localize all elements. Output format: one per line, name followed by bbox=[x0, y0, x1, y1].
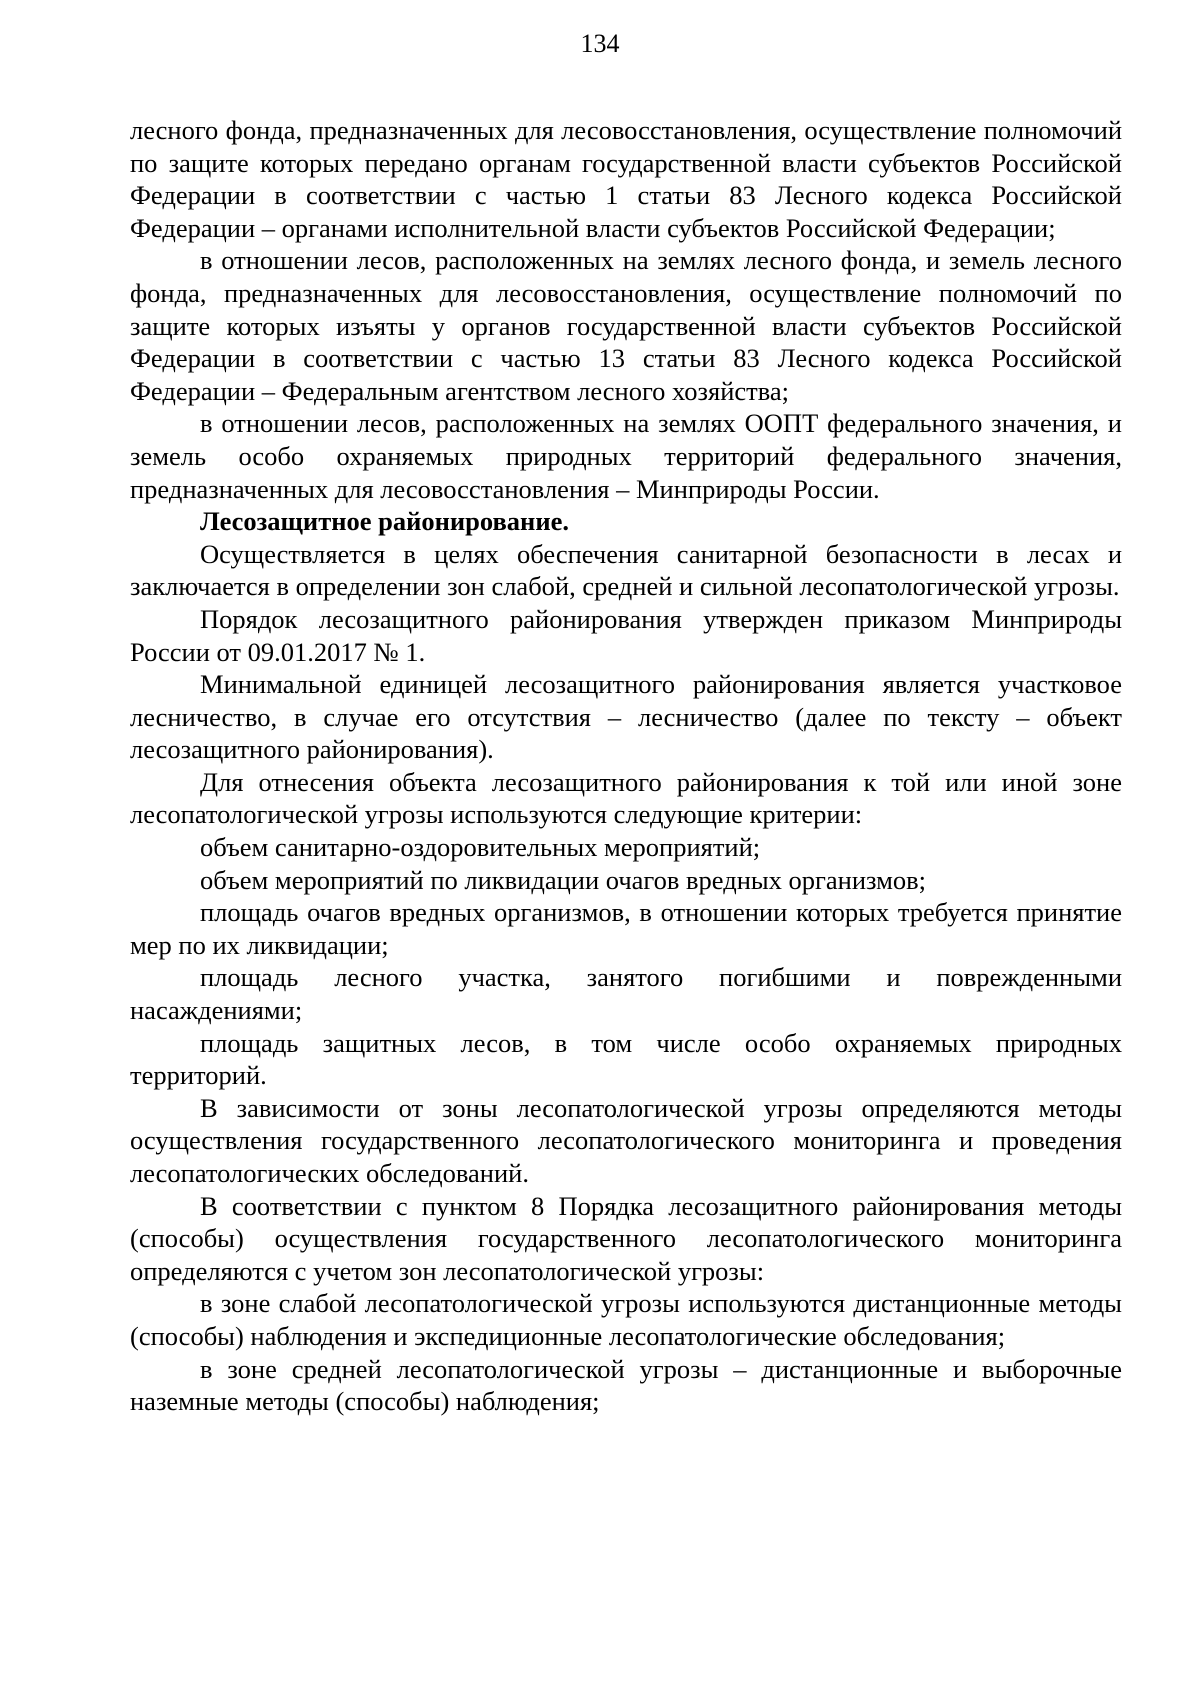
paragraph-rosleskhoz: в отношении лесов, расположенных на землях лесного фонда, и земель лесного фонда, предназначенных для лесовосстановления, осуществление полномочий по защите которых изъяты у органов государственной власти субъектов Российской Федерации в соответствии с частью 13 статьи 83 Лесного кодекса Российской Федерации – Федеральным агентством лесного хозяйства; bbox=[130, 245, 1122, 406]
criteria-item: объем мероприятий по ликвидации очагов вредных организмов; bbox=[200, 864, 927, 895]
section-heading: Лесозащитное районирование. bbox=[200, 506, 569, 537]
paragraph-minimal-unit: Минимальной единицей лесозащитного районирования является участковое лесничество, в случае его отсутствия – лесничество (далее по тексту – объект лесозащитного районирования). bbox=[130, 669, 1122, 765]
paragraph-methods-dependency: В зависимости от зоны лесопатологической угрозы определяются методы осуществления государственного лесопатологического мониторинга и проведения лесопатологических обследований. bbox=[130, 1092, 1122, 1188]
zone-item-weak: в зоне слабой лесопатологической угрозы используются дистанционные методы (способы) наблюдения и экспедиционные лесопатологические обследования; bbox=[130, 1288, 1122, 1351]
zone-item-medium: в зоне средней лесопатологической угрозы – дистанционные и выборочные наземные методы (способы) наблюдения; bbox=[130, 1353, 1122, 1417]
paragraph-criteria-intro: Для отнесения объекта лесозащитного районирования к той или иной зоне лесопатологической угрозы используются следующие критерии: bbox=[130, 766, 1122, 830]
criteria-item: площадь очагов вредных организмов, в отношении которых требуется принятие мер по их ликвидации; bbox=[130, 897, 1122, 960]
page-number: 134 bbox=[580, 29, 620, 58]
document-body bbox=[130, 114, 1122, 1418]
criteria-item: площадь лесного участка, занятого погибшими и поврежденными насаждениями; bbox=[130, 962, 1122, 1026]
criteria-item: площадь защитных лесов, в том числе особо охраняемых природных территорий. bbox=[130, 1027, 1122, 1091]
paragraph-order: Порядок лесозащитного районирования утвержден приказом Минприроды России от 09.01.2017 № 1. bbox=[130, 603, 1122, 667]
paragraph-continuation: лесного фонда, предназначенных для лесовосстановления, осуществление полномочий по защите которых передано органам государственной власти субъектов Российской Федерации в соответствии с частью 1 статьи 83 Лесного кодекса Российской Федерации – органами исполнительной власти субъектов Российской Федерации; bbox=[130, 115, 1122, 243]
paragraph-purpose: Осуществляется в целях обеспечения санитарной безопасности в лесах и заключается в определении зон слабой, средней и сильной лесопатологической угрозы. bbox=[130, 538, 1122, 602]
criteria-item: объем санитарно-оздоровительных мероприятий; bbox=[200, 832, 761, 863]
paragraph-point-8: В соответствии с пунктом 8 Порядка лесозащитного районирования методы (способы) осуществления государственного лесопатологического мониторинга определяются с учетом зон лесопатологической угрозы: bbox=[130, 1190, 1122, 1286]
paragraph-oopt: в отношении лесов, расположенных на землях ООПТ федерального значения, и земель особо охраняемых природных территорий федерального значения, предназначенных для лесовосстановления – Минприроды России. bbox=[130, 408, 1122, 504]
